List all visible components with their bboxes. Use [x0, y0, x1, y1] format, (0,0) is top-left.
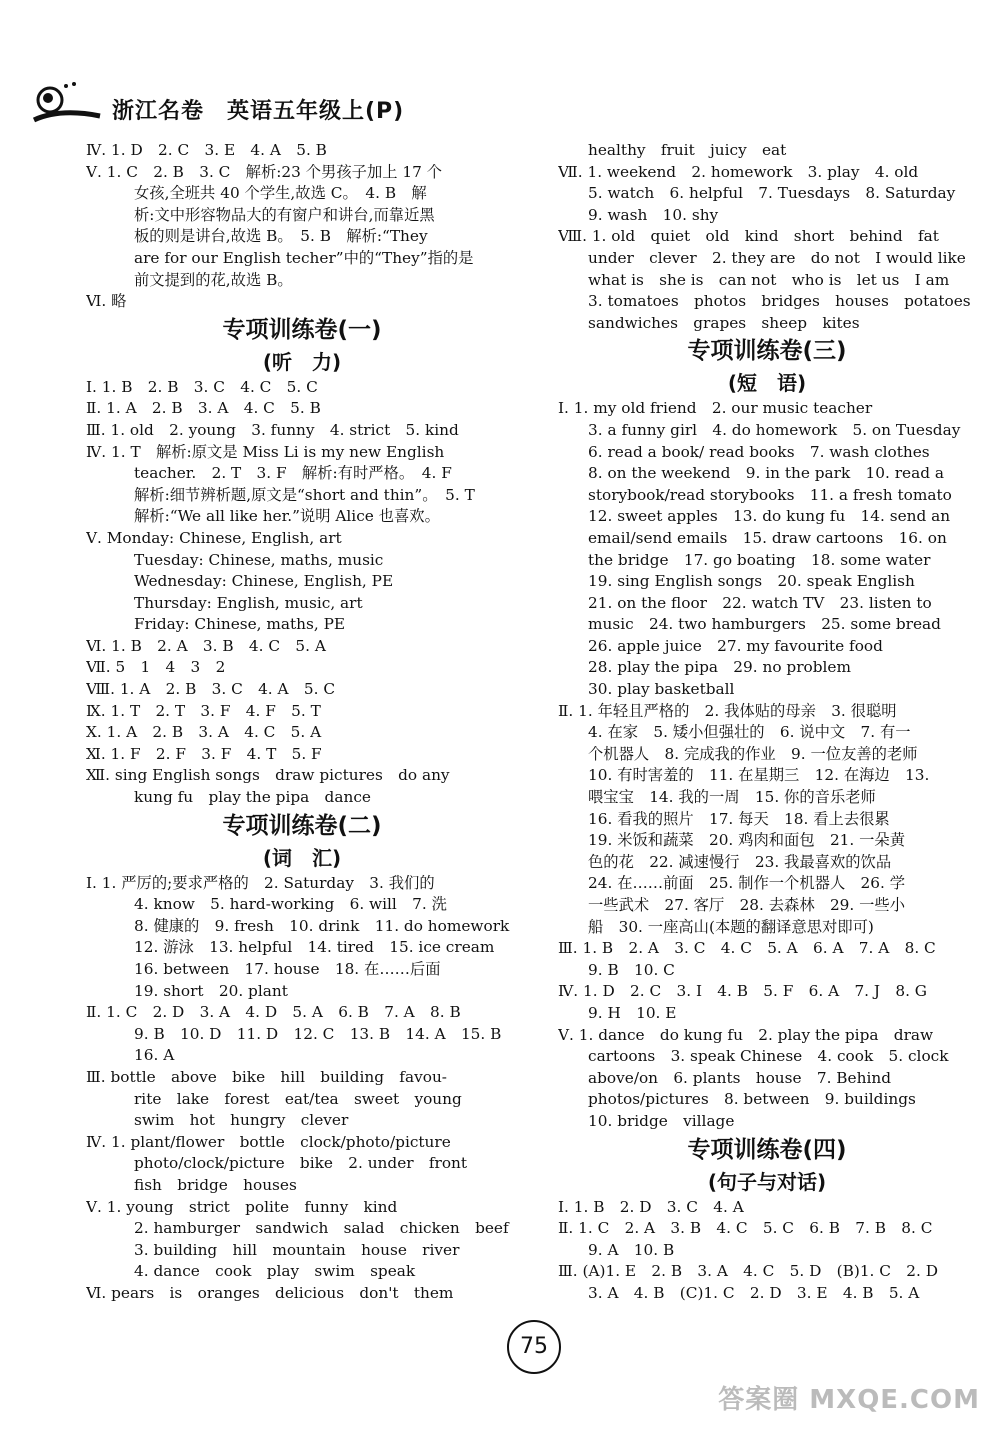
answer-line: 19. 米饭和蔬菜 20. 鸡肉和面包 21. 一朵黄: [588, 831, 906, 850]
answer-line: Ⅰ. 1. my old friend 2. our music teacher: [558, 399, 873, 418]
answer-line: 2. hamburger sandwich salad chicken beef: [134, 1219, 509, 1238]
answer-line: above/on 6. plants house 7. Behind: [588, 1068, 891, 1087]
answer-line: Ⅰ. 1. B 2. B 3. C 4. C 5. C: [86, 377, 318, 396]
answer-line: 6. read a book/ read books 7. wash clothes: [588, 442, 930, 461]
answer-line: Ⅵ. pears is oranges delicious don't them: [86, 1283, 454, 1302]
answer-line: Ⅴ. 1. dance do kung fu 2. play the pipa draw: [558, 1025, 934, 1044]
answer-line: Ⅱ. 1. C 2. D 3. A 4. D 5. A 6. B 7. A 8. B: [86, 1003, 461, 1022]
answer-line: 前文提到的花,故选 B。: [134, 270, 293, 289]
section-subtitle: (词 汇): [262, 845, 342, 870]
answer-line: 9. A 10. B: [588, 1240, 675, 1259]
answer-line: fish bridge houses: [134, 1175, 297, 1194]
answer-line: 解析:细节辨析题,原文是“short and thin”。 5. T: [134, 485, 475, 504]
answer-line: Ⅺ. 1. F 2. F 3. F 4. T 5. F: [86, 744, 322, 763]
answer-line: Ⅳ. 1. plant/flower bottle clock/photo/picture: [86, 1132, 451, 1151]
answer-line: storybook/read storybooks 11. a fresh tomato: [588, 485, 952, 504]
section-subtitle: (短 语): [727, 371, 807, 396]
answer-line: Ⅱ. 1. 年轻且严格的 2. 我体贴的母亲 3. 很聪明: [558, 701, 897, 720]
answer-line: email/send emails 15. draw cartoons 16. on: [588, 528, 947, 547]
answer-line: sandwiches grapes sheep kites: [588, 313, 860, 332]
answer-line: 喂宝宝 14. 我的一周 15. 你的音乐老师: [588, 788, 876, 807]
answer-line: 8. 健康的 9. fresh 10. drink 11. do homework: [134, 916, 510, 935]
answer-line: 3. a funny girl 4. do homework 5. on Tuesday: [588, 420, 961, 439]
answer-line: Ⅷ. 1. old quiet old kind short behind fat: [558, 227, 939, 246]
answer-line: 4. 在家 5. 矮小但强壮的 6. 说中文 7. 有一: [588, 723, 911, 742]
answer-line: 船 30. 一座高山(本题的翻译意思对即可): [588, 917, 874, 936]
answer-line: 女孩,全班共 40 个学生,故选 C。 4. B 解: [134, 184, 427, 203]
answer-line: under clever 2. they are do not I would like: [588, 248, 966, 267]
answer-line: Ⅴ. 1. young strict polite funny kind: [86, 1197, 398, 1216]
answer-line: 9. B 10. D 11. D 12. C 13. B 14. A 15. B: [134, 1024, 502, 1043]
answer-line: cartoons 3. speak Chinese 4. cook 5. clock: [588, 1047, 949, 1066]
answer-line: 16. 看我的照片 17. 每天 18. 看上去很累: [588, 809, 890, 828]
answer-line: 19. sing English songs 20. speak English: [588, 572, 915, 591]
answer-line: 26. apple juice 27. my favourite food: [588, 636, 883, 655]
answer-line: 板的则是讲台,故选 B。 5. B 解析:“They: [134, 227, 428, 246]
answer-line: Wednesday: Chinese, English, PE: [134, 572, 394, 591]
answer-line: Ⅸ. 1. T 2. T 3. F 4. F 5. T: [86, 701, 321, 720]
section-title: 专项训练卷(四): [687, 1136, 847, 1163]
section-title: 专项训练卷(二): [222, 812, 382, 839]
answer-line: 28. play the pipa 29. no problem: [588, 658, 851, 677]
answer-line: photos/pictures 8. between 9. buildings: [588, 1090, 916, 1109]
page-number: 75: [507, 1320, 561, 1374]
answer-line: 4. know 5. hard-working 6. will 7. 洗: [134, 895, 447, 914]
answer-line: Ⅷ. 1. A 2. B 3. C 4. A 5. C: [86, 680, 336, 699]
answer-line: 9. B 10. C: [588, 960, 675, 979]
answer-line: Ⅳ. 1. T 解析:原文是 Miss Li is my new English: [86, 442, 445, 461]
answer-line: Thursday: English, music, art: [134, 593, 363, 612]
answer-line: 3. building hill mountain house river: [134, 1240, 460, 1259]
answer-line: 3. tomatoes photos bridges houses potatoes: [588, 292, 971, 311]
answer-line: Ⅵ. 1. B 2. A 3. B 4. C 5. A: [86, 636, 326, 655]
answer-line: 19. short 20. plant: [134, 981, 288, 1000]
answer-line: 12. sweet apples 13. do kung fu 14. send an: [588, 507, 951, 526]
answer-line: what is she is can not who is let us I am: [588, 270, 950, 289]
site-watermark: 答案圈 MXQE.COM: [718, 1385, 980, 1415]
answer-line: 9. H 10. E: [588, 1003, 677, 1022]
answer-line: 析:文中形容物品大的有窗户和讲台,而靠近黑: [134, 205, 435, 224]
answer-line: music 24. two hamburgers 25. some bread: [588, 615, 941, 634]
answer-line: Ⅹ. 1. A 2. B 3. A 4. C 5. A: [86, 723, 322, 742]
section-subtitle: (听 力): [262, 349, 342, 374]
answer-line: Ⅲ. 1. B 2. A 3. C 4. C 5. A 6. A 7. A 8. C: [558, 939, 936, 958]
answer-line: 21. on the floor 22. watch TV 23. listen to: [588, 593, 932, 612]
answer-line: Ⅵ. 略: [86, 292, 127, 311]
answer-line: Ⅲ. 1. old 2. young 3. funny 4. strict 5. kind: [86, 420, 459, 439]
answer-line: Ⅰ. 1. B 2. D 3. C 4. A: [558, 1197, 744, 1216]
answer-line: rite lake forest eat/tea sweet young: [134, 1089, 462, 1108]
answer-line: the bridge 17. go boating 18. some water: [588, 550, 931, 569]
left-column: [86, 140, 518, 1305]
answer-line: Ⅴ. 1. C 2. B 3. C 解析:23 个男孩子加上 17 个: [86, 162, 443, 181]
publisher-logo-icon: [30, 80, 105, 132]
answer-line: 10. 有时害羞的 11. 在星期三 12. 在海边 13.: [588, 766, 930, 785]
answer-line: kung fu play the pipa dance: [134, 788, 371, 807]
answer-line: Ⅲ. (A)1. E 2. B 3. A 4. C 5. D (B)1. C 2. D: [558, 1262, 939, 1281]
answer-line: 解析:“We all like her.”说明 Alice 也喜欢。: [134, 507, 440, 526]
answer-line: 5. watch 6. helpful 7. Tuesdays 8. Saturday: [588, 184, 956, 203]
book-title: 浙江名卷 英语五年级上(P): [112, 99, 405, 124]
right-column: [558, 140, 976, 1305]
answer-line: swim hot hungry clever: [134, 1111, 349, 1130]
answer-line: 个机器人 8. 完成我的作业 9. 一位友善的老师: [588, 744, 918, 763]
answer-line: Friday: Chinese, maths, PE: [134, 615, 346, 634]
section-title: 专项训练卷(一): [222, 316, 382, 343]
section-subtitle: (句子与对话): [707, 1169, 827, 1194]
answer-line: Ⅶ. 1. weekend 2. homework 3. play 4. old: [558, 162, 919, 181]
answer-line: Ⅱ. 1. A 2. B 3. A 4. C 5. B: [86, 399, 321, 418]
answer-line: Ⅱ. 1. C 2. A 3. B 4. C 5. C 6. B 7. B 8. C: [558, 1219, 933, 1238]
answer-line: 10. bridge village: [588, 1111, 735, 1130]
answer-line: 一些武术 27. 客厅 28. 去森林 29. 一些小: [588, 896, 906, 914]
answer-line: 8. on the weekend 9. in the park 10. read a: [588, 464, 944, 483]
answer-line: 12. 游泳 13. helpful 14. tired 15. ice cream: [134, 938, 495, 957]
answer-line: 3. A 4. B (C)1. C 2. D 3. E 4. B 5. A: [588, 1283, 920, 1302]
answer-line: photo/clock/picture bike 2. under front: [134, 1154, 468, 1173]
answer-line: 24. 在……前面 25. 制作一个机器人 26. 学: [588, 874, 906, 893]
column-divider: [538, 140, 539, 1310]
answer-line: 4. dance cook play swim speak: [134, 1262, 416, 1281]
answer-line: 9. wash 10. shy: [588, 205, 719, 224]
answer-line: 16. between 17. house 18. 在……后面: [134, 960, 441, 978]
answer-line: 色的花 22. 减速慢行 23. 我最喜欢的饮品: [588, 852, 892, 871]
answer-line: Ⅶ. 5 1 4 3 2: [86, 658, 226, 677]
answer-line: Ⅻ. sing English songs draw pictures do any: [86, 766, 450, 785]
answer-line: healthy fruit juicy eat: [588, 141, 787, 159]
answer-line: Ⅳ. 1. D 2. C 3. I 4. B 5. F 6. A 7. J 8. G: [558, 982, 928, 1001]
answer-line: 16. A: [134, 1046, 175, 1065]
section-title: 专项训练卷(三): [687, 338, 847, 365]
answer-line: Ⅰ. 1. 严厉的;要求严格的 2. Saturday 3. 我们的: [86, 873, 435, 892]
answer-line: Ⅴ. Monday: Chinese, English, art: [86, 528, 342, 547]
answer-line: are for our English techer”中的“They”指的是: [134, 248, 474, 267]
page-header: [30, 80, 510, 140]
answer-line: 30. play basketball: [588, 680, 735, 699]
answer-line: Ⅳ. 1. D 2. C 3. E 4. A 5. B: [86, 141, 327, 159]
answer-line: teacher. 2. T 3. F 解析:有时严格。 4. F: [134, 464, 452, 483]
answer-line: Ⅲ. bottle above bike hill building favou-: [86, 1067, 447, 1086]
answer-line: Tuesday: Chinese, maths, music: [134, 550, 384, 569]
